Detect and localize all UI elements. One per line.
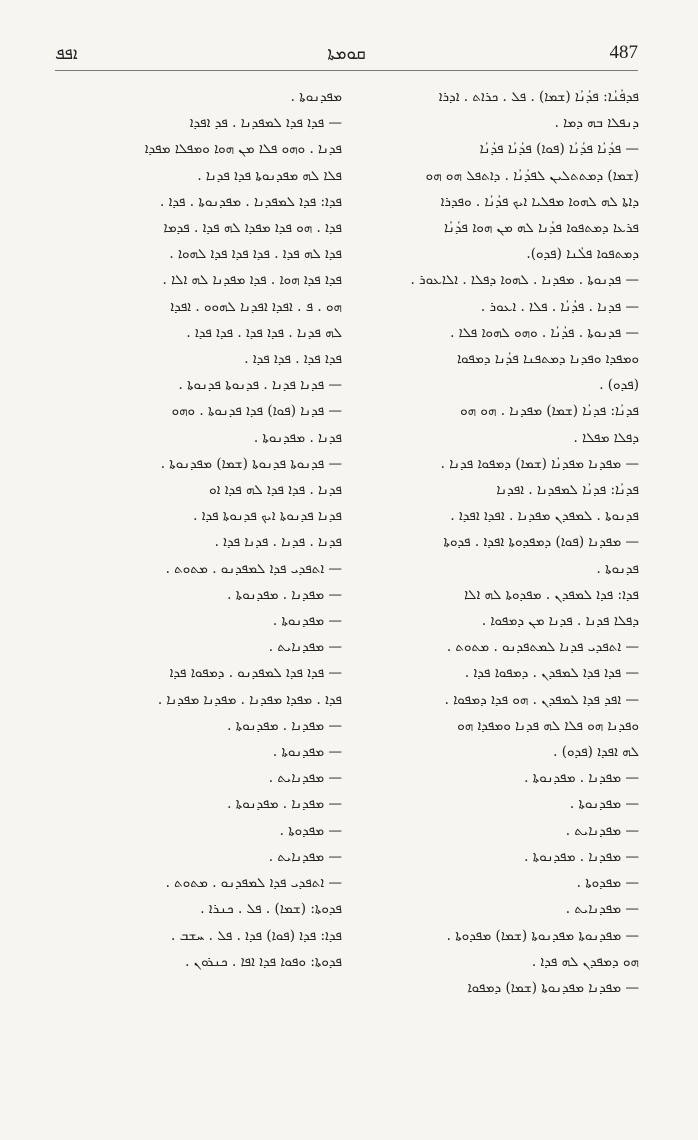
page-number: 487 (609, 42, 638, 63)
entry-line: — ܐܬܦܕܝ ܦܕܐ ܠܡܦܕܢܘ . ܡܬܘܬ . (165, 875, 342, 892)
entry-line: ܦܕܐ: ܦܕܐ (ܦܘܐ) ܦܕܐ . ܦܠ . ܚܫܒ . (171, 927, 342, 944)
dictionary-entry (50, 660, 342, 896)
entry-line: — ܡܦܕܢܘܬܐ . (272, 744, 342, 761)
dictionary-entry (347, 320, 639, 399)
entry-line: ܕܐܬܐ ܠܗ ܠܗܘܐ ܡܦܠܝܐ ܐܝܟ ܦܕܳܢܳܐ . ܘܦܕܪܐ (440, 193, 639, 210)
dictionary-entry (50, 923, 342, 949)
dictionary-entry (347, 267, 639, 293)
folio-syriac: ܐܦܦ (55, 44, 78, 64)
dictionary-entry (50, 451, 342, 661)
entry-line: — ܡܦܕܢܐ . ܡܦܕܢܘܬܐ . (227, 586, 342, 603)
entry-line: ܦܕܘܬܐ: (ܫܡܐ) . ܦܠ . ܟܢܪܐ . (200, 901, 342, 918)
dictionary-entry (50, 896, 342, 922)
entry-line: — ܦܕܳܢܳܐ ܦܕܳܢܳܐ (ܦܘܐ) ܦܕܳܢܳܐ ܦܕܳܢܳܐ (479, 141, 639, 158)
dictionary-entry (347, 294, 639, 320)
dictionary-entry (50, 189, 342, 372)
entry-line: — ܦܕܢܘܬܐ . ܡܦܕܢܐ . ܠܗܘܐ ܕܦܠܐ . ܐܠܐܥܘܪ . (410, 272, 639, 289)
dictionary-entry (347, 451, 639, 582)
entry-line: — ܡܦܕܢܐܝܬ . (565, 822, 639, 839)
entry-line: — ܡܦܕܘܬܐ . (279, 822, 342, 839)
entry-line: ܦܕܢܘܬܐ . ܠܡܦܕܢ ܡܦܕܢܐ . ܐܦܕܐ ܐܦܕܐ . (450, 508, 639, 525)
entry-line: ܗܘ . ܦ . ܐܦܕܐ ܐܦܕܢܐ ܠܗܘܘ . ܐܦܕܐ (170, 298, 342, 315)
entry-line: ܦܕܢܐ . ܦܕܢܐ . ܦܕܢܐ ܦܕܐ . (214, 534, 342, 551)
entry-line: — ܡܦܕܢܐܝܬ . (268, 770, 342, 787)
entry-line: — ܡܦܕܢܐ (ܦܘܐ) ܕܡܦܕܘܬܐ ܐܦܕܐ . ܦܕܘܬܐ (443, 534, 639, 551)
entry-line: (ܦܕܘ) . (599, 377, 639, 394)
entry-line: — ܡܦܕܢܐܝܬ . (565, 901, 639, 918)
entry-line: ܕܢܦܠܐ ܒܗ ܕܡܐ . (554, 115, 639, 132)
entry-line: ܦܕܐ ܦܕܐ . ܦܕܐ ܦܕܐ . (244, 351, 342, 368)
entry-line: — ܡܦܕܢܐ . ܡܦܕܢܘܬܐ . (524, 848, 639, 865)
entry-line: — ܦܕܢܘܬܐ . ܦܕܳܢܳܐ . ܘܗܘ ܠܗܘܐ ܦܠܐ . (450, 324, 639, 341)
entry-line: — ܡܦܕܢܐ ܡܦܕܢܘܬܐ (ܫܡܐ) ܕܡܦܘܐ (467, 979, 639, 996)
left-column (50, 84, 342, 975)
entry-line: ܦܕܘܬܐ: ܘܦܘܐ ܦܕܐ ܐܦܐ . ܟܢܪܘܢ . (185, 953, 342, 970)
entry-line: ܦܠܐ ܠܗ ܡܦܕܢܘܬܐ ܦܕܐ ܦܕܢܐ . (197, 167, 342, 184)
entry-line: ܦܕܐ ܠܗ ܦܕܐ . ܦܕܐ ܦܕܐ ܦܕܐ ܠܗܘܐ . (169, 246, 342, 263)
dictionary-entry (50, 949, 342, 975)
right-column (347, 84, 639, 1001)
entry-line: ܦܕܐ: ܦܕܐ ܠܡܦܕܢ . ܡܦܕܘܬܐ ܠܗ ܐܠܐ (464, 586, 639, 603)
entry-line: ܦܕܢܘܬܐ . (596, 560, 639, 577)
entry-line: ܦܕܐ ܦܕܐ ܗܘܐ . ܦܕܐ ܡܦܕܢܐ ܠܗ ܐܠܐ . (162, 272, 342, 289)
entry-line: (ܫܡܐ) ܕܡܬܬܠܝܢ ܠܦܕܳܢܳܐ . ܕܐܬܦܠ ܗܘ ܗܘ (425, 167, 639, 184)
entry-line: — ܦܕܢܐ ܦܕܢܐ . ܦܕܢܘܬܐ ܦܕܢܘܬܐ . (178, 377, 342, 394)
entry-line: ܦܕܢܳܐ: ܦܕܢܳܐ (ܫܡܐ) ܡܦܕܢܐ . ܗܘ ܗܘ (460, 403, 639, 420)
entry-line: ܦܪܥܐ ܕܡܬܦܘܐ ܦܕܳܢܐ ܠܗ ܡܢ ܗܘܐ ܦܕܳܢܳܐ (444, 220, 639, 237)
entry-line: ܗܘ ܕܡܦܕܢ ܠܗ ܦܕܐ . (531, 953, 639, 970)
entry-line: ܦܕܢܳܐ: ܦܕܢܳܐ ܠܡܦܕܢܐ . ܐܦܕܢܐ (496, 482, 639, 499)
entry-line: — ܐܬܦܕܝ ܦܕܐ ܠܡܦܕܢܘ . ܡܬܘܬ . (165, 560, 342, 577)
entry-line: — ܡܦܕܢܘܬܐ . (569, 796, 639, 813)
entry-line: — ܐܬܦܕܝ ܦܕܢܐ ܠܡܬܦܕܢܘ . ܡܬܘܬ . (446, 639, 639, 656)
running-title: ܩܘܡܬܐ (327, 44, 366, 64)
entry-line: — ܦܕܐ ܦܕܐ ܠܡܦܕܢܐ . ܦܕ ܐܦܕܐ (189, 115, 342, 132)
entry-line: — ܦܕܐ ܦܕܐ ܠܡܦܕܢ . ܕܡܦܘܐ ܦܕܐ . (464, 665, 639, 682)
dictionary-entry (347, 398, 639, 450)
dictionary-entry (347, 136, 639, 267)
entry-line: — ܦܕܐ ܦܕܐ ܠܡܦܕܢܘ . ܕܡܦܘܐ ܦܕܐ (169, 665, 342, 682)
entry-line: — ܦܕܢܐ . ܦܕܳܢܳܐ . ܦܠܐ . ܐܥܘܪ . (480, 298, 639, 315)
entry-line: ܕܡܬܦܘܐ ܦܠܳܢܐ (ܦܕܘ). (526, 246, 639, 263)
entry-line: ܘܦܕܢܐ ܗܘ ܦܠܐ ܠܗ ܦܕܢܐ ܘܡܦܕܐ ܗܘ (457, 717, 639, 734)
dictionary-entry (347, 582, 639, 1001)
entry-line: — ܦܕܢܐ (ܦܘܐ) ܦܕܐ ܦܕܢܘܬܐ . ܘܗܘ (171, 403, 342, 420)
running-head (55, 42, 638, 71)
entry-line: — ܡܦܕܢܘܬܐ ܡܦܕܢܘܬܐ (ܫܡܐ) ܡܦܕܘܬܐ . (446, 927, 639, 944)
entry-line: — ܡܦܕܢܐܝܬ . (268, 639, 342, 656)
entry-line: — ܡܦܕܢܐ . ܡܦܕܢܘܬܐ . (524, 770, 639, 787)
entry-line: ܦܕܢܐ ܦܕܢܘܬܐ ܐܝܟ ܦܕܢܘܬܐ ܦܕܐ . (193, 508, 342, 525)
entry-line: — ܐܦܕ ܦܕܐ ܠܡܦܕܢ . ܗܘ ܦܕܐ ܕܡܦܘܐ . (444, 691, 639, 708)
dictionary-entry (347, 84, 639, 136)
entry-line: ܠܗ ܦܕܢܐ . ܦܕܐ ܦܕܐ . ܦܕܐ ܦܕܐ . (186, 324, 342, 341)
dictionary-entry (50, 84, 342, 110)
entry-line: ܕܦܠܐ ܦܕܢܐ . ܦܕܢܐ ܡܢ ܕܡܦܘܐ . (481, 613, 639, 630)
entry-line: — ܡܦܕܢܘܬܐ . (272, 613, 342, 630)
entry-line: — ܦܕܢܘܬܐ ܦܕܢܘܬܐ (ܫܡܐ) ܡܦܕܢܘܬܐ . (160, 455, 342, 472)
entry-line: ܦܕܐ: ܦܕܐ ܠܡܦܕܢܐ . ܡܦܕܢܘܬܐ . ܦܕܐ . (159, 193, 342, 210)
entry-line: ܦܕܢܐ . ܘܗܘ ܦܠܐ ܡܢ ܗܘܐ ܘܡܦܠܐ ܡܦܕܐ (144, 141, 342, 158)
entry-line: ܦܕܐ . ܡܦܕܐ ܡܦܕܢܐ . ܡܦܕܢܐ ܡܦܕܢܐ . (157, 691, 342, 708)
dictionary-entry (50, 398, 342, 450)
entry-line: — ܡܦܕܘܬܐ . (576, 875, 639, 892)
entry-line: ܠܗ ܐܦܕܐ (ܦܕܘ) . (553, 744, 639, 761)
dictionary-entry (50, 372, 342, 398)
entry-line: — ܡܦܕܢܐ ܡܦܕܢܳܐ (ܫܡܐ) ܕܡܦܘܐ ܦܕܢܐ . (440, 455, 639, 472)
entry-line: ܦܕܢܐ . ܦܕܐ ܦܕܐ ܠܗ ܦܕܐ ܐܘ (209, 482, 342, 499)
entry-line: — ܡܦܕܢܐ . ܡܦܕܢܘܬܐ . (227, 796, 342, 813)
entry-line: ܡܦܕܢܘܬܐ . (290, 89, 342, 105)
entry-line: ܕܦܠܐ ܡܦܠܐ . (573, 429, 639, 446)
entry-line: ܦܕܐ . ܗܘ ܦܕܐ ܡܦܕܐ ܠܗ ܦܕܐ . ܦܕܡܐ (163, 220, 342, 237)
entry-line: ܦܕܢܐ . ܡܦܕܢܘܬܐ . (253, 429, 342, 446)
entry-line: — ܡܦܕܢܐ . ܡܦܕܢܘܬܐ . (227, 717, 342, 734)
dictionary-entry (50, 110, 342, 189)
entry-line: — ܡܦܕܢܐܝܬ . (268, 848, 342, 865)
entry-line: ܦܕܦܳܢܳܐ: ܦܕܳܢܳܐ (ܫܡܐ) . ܦܠ . ܟܪܐܬ . ܐܕܪܐ (438, 89, 639, 105)
entry-line: ܘܡܦܕܐ ܘܦܕܢܐ ܕܡܬܦܢܐ ܦܕܳܢܐ ܕܡܦܘܐ (456, 351, 639, 368)
